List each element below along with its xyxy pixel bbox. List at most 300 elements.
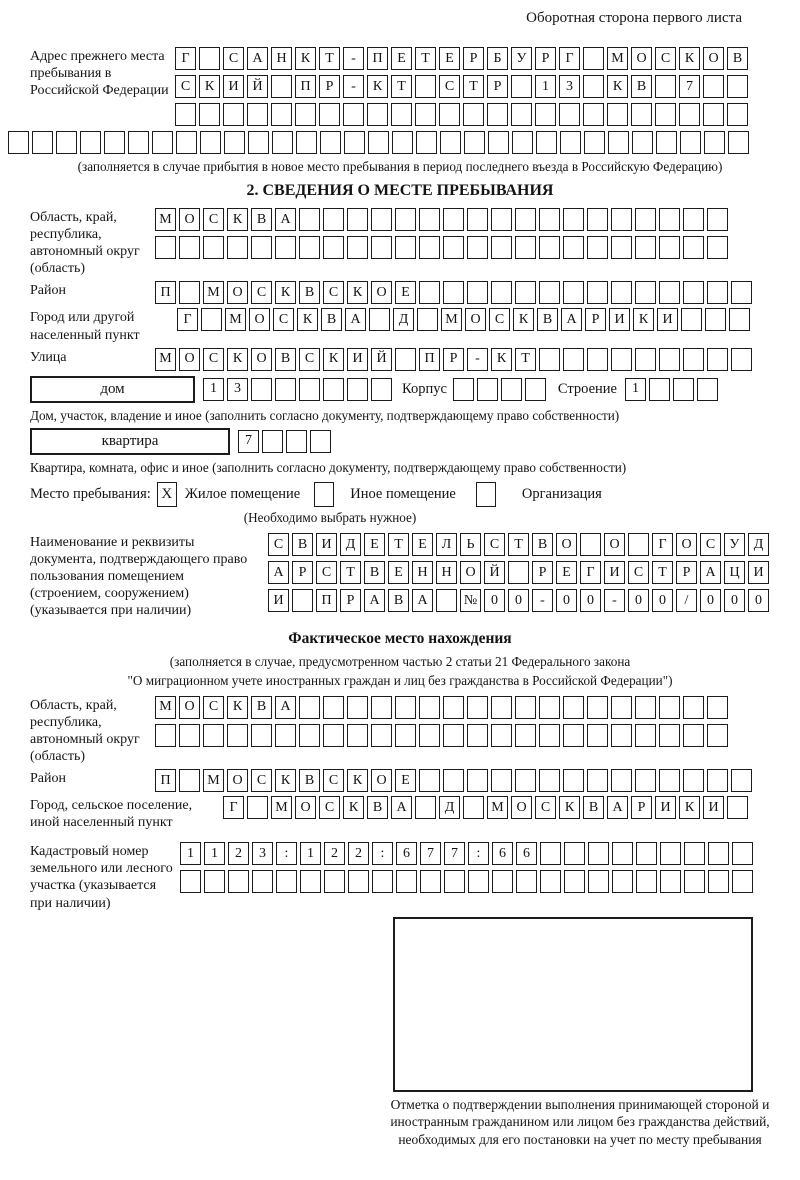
cadastral-number-rows bbox=[180, 842, 753, 893]
char-cell bbox=[176, 131, 197, 154]
char-cell bbox=[443, 696, 464, 719]
char-cell bbox=[276, 870, 297, 893]
stroenie-label: Строение bbox=[557, 380, 617, 397]
char-cell: Р bbox=[487, 75, 508, 98]
actual-oblast-block bbox=[30, 696, 770, 765]
char-cell bbox=[271, 75, 292, 98]
char-cell: А bbox=[561, 308, 582, 331]
char-cell: В bbox=[292, 533, 313, 556]
char-cell: Л bbox=[436, 533, 457, 556]
char-cell bbox=[467, 208, 488, 231]
char-cell bbox=[512, 131, 533, 154]
char-cell bbox=[477, 378, 498, 401]
actual-city-block bbox=[30, 796, 770, 831]
ownership-document-row-3 bbox=[268, 589, 769, 612]
char-cell: С bbox=[203, 348, 224, 371]
char-cell: - bbox=[343, 75, 364, 98]
char-cell: - bbox=[532, 589, 553, 612]
char-cell: Д bbox=[340, 533, 361, 556]
char-cell bbox=[155, 724, 176, 747]
organization-option-label: Организация bbox=[521, 485, 602, 502]
actual-oblast-row-2 bbox=[155, 724, 728, 747]
char-cell bbox=[247, 103, 268, 126]
char-cell bbox=[683, 281, 704, 304]
char-cell: О bbox=[179, 696, 200, 719]
char-cell bbox=[684, 870, 705, 893]
char-cell bbox=[347, 208, 368, 231]
char-cell bbox=[251, 378, 272, 401]
char-cell: М bbox=[225, 308, 246, 331]
char-cell bbox=[443, 236, 464, 259]
char-cell: О bbox=[465, 308, 486, 331]
char-cell bbox=[587, 208, 608, 231]
char-cell bbox=[635, 724, 656, 747]
char-cell: А bbox=[275, 696, 296, 719]
char-cell: В bbox=[275, 348, 296, 371]
house-note: Дом, участок, владение и иное (заполнить согласно документу, подтверждающему право собственности) bbox=[30, 407, 620, 423]
ownership-document-rows bbox=[268, 533, 769, 612]
cadastral-number-row-1 bbox=[180, 842, 753, 865]
char-cell: В bbox=[299, 281, 320, 304]
char-cell bbox=[515, 236, 536, 259]
char-cell bbox=[324, 870, 345, 893]
char-cell bbox=[443, 769, 464, 792]
char-cell bbox=[659, 696, 680, 719]
char-cell: С bbox=[323, 769, 344, 792]
prev-address-row-1 bbox=[175, 47, 748, 70]
char-cell bbox=[251, 236, 272, 259]
apartment-box-label: квартира bbox=[101, 432, 159, 449]
char-cell bbox=[635, 769, 656, 792]
char-cell bbox=[583, 47, 604, 70]
char-cell: М bbox=[271, 796, 292, 819]
char-cell bbox=[319, 103, 340, 126]
char-cell bbox=[228, 870, 249, 893]
char-cell bbox=[272, 131, 293, 154]
char-cell: Б bbox=[487, 47, 508, 70]
char-cell: И bbox=[748, 561, 769, 584]
char-cell: 1 bbox=[535, 75, 556, 98]
char-cell bbox=[697, 378, 718, 401]
char-cell bbox=[587, 769, 608, 792]
char-cell: С bbox=[273, 308, 294, 331]
ownership-document-block bbox=[30, 533, 770, 619]
char-cell bbox=[491, 281, 512, 304]
char-cell bbox=[275, 378, 296, 401]
char-cell bbox=[310, 430, 331, 453]
char-cell bbox=[299, 236, 320, 259]
char-cell bbox=[200, 131, 221, 154]
char-cell: П bbox=[419, 348, 440, 371]
char-cell bbox=[707, 769, 728, 792]
char-cell bbox=[104, 131, 125, 154]
char-cell bbox=[631, 103, 652, 126]
char-cell: В bbox=[537, 308, 558, 331]
char-cell bbox=[419, 236, 440, 259]
char-cell bbox=[732, 842, 753, 865]
char-cell bbox=[611, 281, 632, 304]
char-cell: К bbox=[227, 348, 248, 371]
char-cell: 1 bbox=[180, 842, 201, 865]
char-cell: 1 bbox=[203, 378, 224, 401]
char-cell bbox=[175, 103, 196, 126]
char-cell: Д bbox=[748, 533, 769, 556]
char-cell bbox=[179, 724, 200, 747]
char-cell bbox=[395, 348, 416, 371]
char-cell bbox=[659, 348, 680, 371]
char-cell: Й bbox=[484, 561, 505, 584]
char-cell bbox=[659, 281, 680, 304]
dwelling-option-label: Жилое помещение bbox=[184, 485, 301, 502]
char-cell bbox=[463, 796, 484, 819]
char-cell bbox=[584, 131, 605, 154]
char-cell bbox=[539, 236, 560, 259]
char-cell bbox=[420, 870, 441, 893]
char-cell: О bbox=[556, 533, 577, 556]
char-cell bbox=[515, 696, 536, 719]
char-cell bbox=[704, 131, 725, 154]
char-cell: 1 bbox=[625, 378, 646, 401]
char-cell: А bbox=[391, 796, 412, 819]
char-cell bbox=[611, 724, 632, 747]
char-cell: 3 bbox=[227, 378, 248, 401]
char-cell bbox=[419, 696, 440, 719]
char-cell bbox=[203, 724, 224, 747]
char-cell bbox=[252, 870, 273, 893]
char-cell bbox=[415, 75, 436, 98]
char-cell bbox=[539, 348, 560, 371]
char-cell: А bbox=[364, 589, 385, 612]
char-cell bbox=[684, 842, 705, 865]
char-cell bbox=[371, 696, 392, 719]
char-cell bbox=[683, 208, 704, 231]
char-cell bbox=[563, 281, 584, 304]
char-cell: О bbox=[460, 561, 481, 584]
char-cell bbox=[707, 724, 728, 747]
char-cell bbox=[659, 236, 680, 259]
char-cell bbox=[487, 103, 508, 126]
char-cell: С bbox=[700, 533, 721, 556]
char-cell bbox=[511, 103, 532, 126]
char-cell bbox=[367, 103, 388, 126]
char-cell bbox=[608, 131, 629, 154]
char-cell: - bbox=[604, 589, 625, 612]
place-type-row bbox=[30, 482, 770, 507]
char-cell bbox=[539, 281, 560, 304]
char-cell: У bbox=[724, 533, 745, 556]
organization-checkbox bbox=[476, 482, 496, 507]
char-cell bbox=[563, 724, 584, 747]
char-cell bbox=[299, 378, 320, 401]
oblast-label: Область, край, республика, автономный округ (область) bbox=[30, 210, 140, 277]
char-cell bbox=[199, 103, 220, 126]
char-cell bbox=[419, 281, 440, 304]
actual-rayon-label: Район bbox=[30, 771, 66, 787]
char-cell bbox=[296, 131, 317, 154]
char-cell: 2 bbox=[324, 842, 345, 865]
char-cell: О bbox=[227, 281, 248, 304]
char-cell bbox=[463, 103, 484, 126]
char-cell: В bbox=[251, 208, 272, 231]
char-cell bbox=[395, 724, 416, 747]
char-cell: Е bbox=[556, 561, 577, 584]
char-cell bbox=[636, 870, 657, 893]
char-cell bbox=[286, 430, 307, 453]
char-cell: Р bbox=[532, 561, 553, 584]
char-cell bbox=[443, 281, 464, 304]
char-cell: Р bbox=[340, 589, 361, 612]
char-cell bbox=[563, 236, 584, 259]
char-cell: И bbox=[609, 308, 630, 331]
char-cell: Т bbox=[319, 47, 340, 70]
char-cell: И bbox=[347, 348, 368, 371]
char-cell: С bbox=[655, 47, 676, 70]
char-cell bbox=[323, 724, 344, 747]
char-cell bbox=[707, 281, 728, 304]
char-cell: П bbox=[155, 281, 176, 304]
char-cell bbox=[348, 870, 369, 893]
char-cell: О bbox=[251, 348, 272, 371]
char-cell bbox=[563, 769, 584, 792]
char-cell bbox=[347, 724, 368, 747]
char-cell: О bbox=[249, 308, 270, 331]
ownership-document-label: Наименование и реквизиты документа, подтверждающего право пользования помещением (строением, сооружением) (указывается при наличии) bbox=[30, 535, 248, 619]
char-cell: В bbox=[388, 589, 409, 612]
char-cell: 6 bbox=[396, 842, 417, 865]
cadastral-number-label: Кадастровый номер земельного или лесного участка (указывается при наличии) bbox=[30, 844, 173, 911]
char-cell bbox=[727, 75, 748, 98]
prev-address-label: Адрес прежнего места пребывания в Российской Федерации bbox=[30, 49, 169, 99]
char-cell: С bbox=[203, 208, 224, 231]
char-cell: Е bbox=[395, 281, 416, 304]
char-cell bbox=[227, 724, 248, 747]
korpus-label: Корпус bbox=[402, 380, 447, 397]
char-cell bbox=[371, 724, 392, 747]
char-cell bbox=[708, 842, 729, 865]
char-cell bbox=[80, 131, 101, 154]
apartment-box bbox=[30, 428, 230, 455]
char-cell: 3 bbox=[559, 75, 580, 98]
char-cell: И bbox=[657, 308, 678, 331]
char-cell bbox=[729, 308, 750, 331]
char-cell: О bbox=[179, 208, 200, 231]
char-cell bbox=[371, 236, 392, 259]
char-cell: В bbox=[367, 796, 388, 819]
char-cell: О bbox=[371, 769, 392, 792]
char-cell bbox=[707, 348, 728, 371]
char-cell bbox=[660, 842, 681, 865]
char-cell bbox=[180, 870, 201, 893]
char-cell: О bbox=[604, 533, 625, 556]
char-cell bbox=[56, 131, 77, 154]
char-cell: И bbox=[655, 796, 676, 819]
rayon-row bbox=[155, 281, 752, 304]
char-cell bbox=[611, 769, 632, 792]
char-cell: Т bbox=[515, 348, 536, 371]
char-cell bbox=[732, 870, 753, 893]
house-row bbox=[30, 376, 770, 403]
char-cell: К bbox=[679, 796, 700, 819]
char-cell bbox=[262, 430, 283, 453]
char-cell bbox=[271, 103, 292, 126]
char-cell bbox=[371, 208, 392, 231]
char-cell bbox=[203, 236, 224, 259]
char-cell bbox=[444, 870, 465, 893]
char-cell: К bbox=[227, 208, 248, 231]
char-cell bbox=[467, 696, 488, 719]
actual-city-row bbox=[223, 796, 748, 819]
char-cell bbox=[179, 769, 200, 792]
char-cell bbox=[347, 236, 368, 259]
char-cell bbox=[343, 103, 364, 126]
char-cell bbox=[612, 842, 633, 865]
char-cell: М bbox=[155, 208, 176, 231]
char-cell bbox=[707, 696, 728, 719]
char-cell bbox=[635, 208, 656, 231]
char-cell: : bbox=[468, 842, 489, 865]
char-cell: 0 bbox=[556, 589, 577, 612]
char-cell bbox=[559, 103, 580, 126]
char-cell bbox=[299, 696, 320, 719]
char-cell bbox=[440, 131, 461, 154]
char-cell bbox=[703, 75, 724, 98]
char-cell bbox=[560, 131, 581, 154]
char-cell bbox=[728, 131, 749, 154]
char-cell: С bbox=[484, 533, 505, 556]
char-cell bbox=[611, 208, 632, 231]
char-cell bbox=[491, 724, 512, 747]
char-cell bbox=[515, 724, 536, 747]
street-row bbox=[155, 348, 752, 371]
char-cell: Е bbox=[439, 47, 460, 70]
char-cell: М bbox=[203, 769, 224, 792]
char-cell bbox=[464, 131, 485, 154]
char-cell bbox=[705, 308, 726, 331]
char-cell bbox=[347, 378, 368, 401]
prev-address-row-4 bbox=[8, 131, 770, 154]
char-cell: И bbox=[316, 533, 337, 556]
char-cell bbox=[587, 724, 608, 747]
street-label: Улица bbox=[30, 349, 67, 365]
char-cell: Р bbox=[535, 47, 556, 70]
page-side-note: Оборотная сторона первого листа bbox=[526, 10, 742, 26]
char-cell bbox=[467, 769, 488, 792]
char-cell: П bbox=[367, 47, 388, 70]
prev-address-row-2 bbox=[175, 75, 748, 98]
char-cell: Т bbox=[391, 75, 412, 98]
char-cell bbox=[635, 281, 656, 304]
char-cell bbox=[395, 208, 416, 231]
char-cell bbox=[580, 533, 601, 556]
char-cell bbox=[419, 724, 440, 747]
cadastral-number-block bbox=[30, 842, 770, 911]
char-cell: С bbox=[268, 533, 289, 556]
char-cell bbox=[727, 103, 748, 126]
char-cell: К bbox=[367, 75, 388, 98]
char-cell: Т bbox=[388, 533, 409, 556]
char-cell: К bbox=[347, 769, 368, 792]
city-row bbox=[177, 308, 750, 331]
char-cell bbox=[681, 308, 702, 331]
char-cell: Й bbox=[371, 348, 392, 371]
actual-location-title: Фактическое место нахождения bbox=[288, 630, 512, 648]
char-cell: К bbox=[679, 47, 700, 70]
char-cell: В bbox=[631, 75, 652, 98]
char-cell: В bbox=[583, 796, 604, 819]
char-cell bbox=[632, 131, 653, 154]
place-type-note: (Необходимо выбрать нужное) bbox=[243, 509, 417, 525]
char-cell: У bbox=[511, 47, 532, 70]
char-cell bbox=[628, 533, 649, 556]
char-cell: К bbox=[323, 348, 344, 371]
char-cell bbox=[299, 208, 320, 231]
char-cell: Т bbox=[415, 47, 436, 70]
char-cell: С bbox=[628, 561, 649, 584]
char-cell: Е bbox=[364, 533, 385, 556]
char-cell: С bbox=[489, 308, 510, 331]
char-cell bbox=[673, 378, 694, 401]
char-cell: Р bbox=[319, 75, 340, 98]
char-cell: М bbox=[607, 47, 628, 70]
char-cell: Г bbox=[175, 47, 196, 70]
char-cell: Р bbox=[631, 796, 652, 819]
char-cell: В bbox=[727, 47, 748, 70]
char-cell: К bbox=[491, 348, 512, 371]
char-cell: / bbox=[676, 589, 697, 612]
char-cell: Г bbox=[580, 561, 601, 584]
char-cell: 0 bbox=[628, 589, 649, 612]
char-cell: С bbox=[175, 75, 196, 98]
char-cell: С bbox=[251, 769, 272, 792]
char-cell bbox=[395, 236, 416, 259]
char-cell: 0 bbox=[724, 589, 745, 612]
char-cell: К bbox=[275, 281, 296, 304]
char-cell: О bbox=[676, 533, 697, 556]
char-cell bbox=[323, 236, 344, 259]
char-cell: В bbox=[321, 308, 342, 331]
char-cell bbox=[415, 796, 436, 819]
char-cell: Г bbox=[652, 533, 673, 556]
char-cell: Т bbox=[652, 561, 673, 584]
char-cell: К bbox=[607, 75, 628, 98]
char-cell bbox=[344, 131, 365, 154]
char-cell bbox=[179, 236, 200, 259]
char-cell bbox=[563, 696, 584, 719]
place-type-label: Место пребывания: bbox=[30, 485, 151, 502]
street-block bbox=[30, 348, 770, 371]
char-cell: О bbox=[371, 281, 392, 304]
char-cell bbox=[323, 378, 344, 401]
char-cell bbox=[467, 281, 488, 304]
prev-address-note: (заполняется в случае прибытия в новое место пребывания в период последнего въезда в Российскую Федерацию) bbox=[77, 159, 723, 174]
oblast-block bbox=[30, 208, 770, 277]
char-cell: Г bbox=[223, 796, 244, 819]
char-cell bbox=[439, 103, 460, 126]
char-cell: М bbox=[155, 348, 176, 371]
char-cell: № bbox=[460, 589, 481, 612]
char-cell bbox=[679, 103, 700, 126]
char-cell: - bbox=[467, 348, 488, 371]
char-cell: 0 bbox=[700, 589, 721, 612]
char-cell bbox=[539, 769, 560, 792]
char-cell bbox=[299, 724, 320, 747]
char-cell: И bbox=[604, 561, 625, 584]
char-cell bbox=[347, 696, 368, 719]
ownership-document-row-1 bbox=[268, 533, 769, 556]
char-cell bbox=[655, 103, 676, 126]
char-cell bbox=[251, 724, 272, 747]
char-cell bbox=[635, 236, 656, 259]
